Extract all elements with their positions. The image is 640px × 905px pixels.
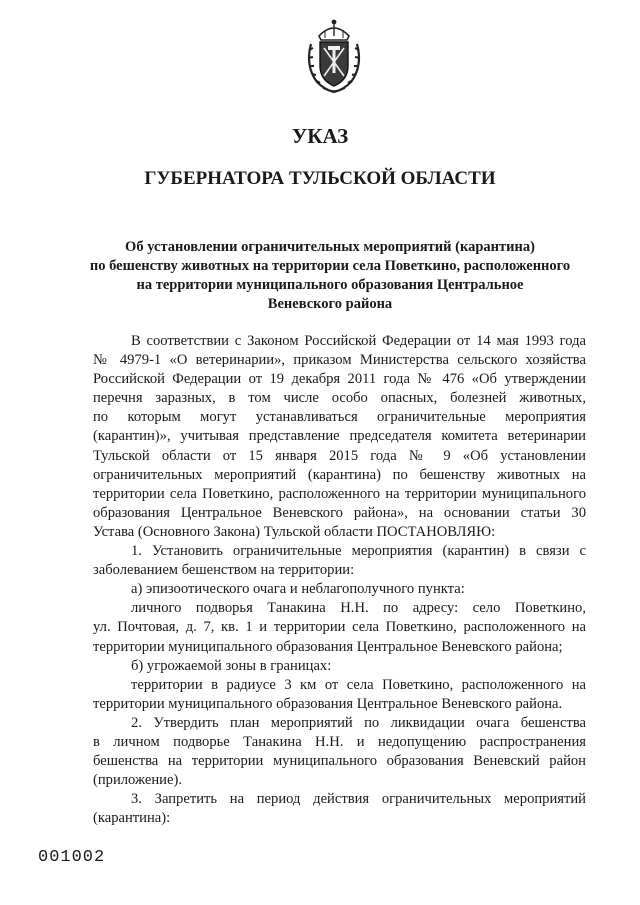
body-line: Тульской области от 15 января 2015 года № 9 «Об установлении: [93, 447, 586, 464]
subject-line: Об установлении ограничительных мероприятий (карантина): [125, 239, 535, 255]
document-body: [93, 332, 586, 828]
body-line: личного подворья Танакина Н.Н. по адресу: село Поветкино,: [131, 600, 586, 617]
body-line: Российской Федерации от 19 декабря 2011 года № 476 «Об утверждении: [93, 371, 586, 388]
serial-number: 001002: [38, 848, 106, 867]
body-line: территории села Поветкино, расположенного на территории муниципального: [93, 485, 586, 502]
subject-line: на территории муниципального образования Центральное: [136, 277, 524, 293]
body-line: в личном подворье Танакина Н.Н. и недопущению распространения: [93, 733, 586, 750]
body-line: по которым могут устанавливаться ограничительные мероприятия: [93, 409, 586, 426]
body-line: ограничительных мероприятий (карантина) по бешенству животных на: [93, 466, 586, 483]
subject-line: Веневского района: [267, 296, 393, 312]
body-line: (карантина):: [93, 810, 171, 827]
body-line: 2. Утвердить план мероприятий по ликвидации очага бешенства: [131, 714, 586, 731]
body-line: перечня заразных, в том числе особо опасных, болезней животных,: [93, 390, 586, 407]
body-line: (приложение).: [93, 772, 182, 789]
body-line: Устава (Основного Закона) Тульской области ПОСТАНОВЛЯЮ:: [93, 523, 496, 540]
body-line: № 4979-1 «О ветеринарии», приказом Министерства сельского хозяйства: [93, 352, 586, 369]
document-title: УКАЗ: [291, 124, 349, 148]
body-line: 3. Запретить на период действия ограничительных мероприятий: [131, 791, 586, 808]
body-line: образования Центральное Веневского района», на основании статьи 30: [93, 504, 586, 521]
body-line: (карантин)», учитывая представление председателя комитета ветеринарии: [93, 428, 586, 445]
body-line: территории в радиусе 3 км от села Поветкино, расположенного на: [131, 676, 586, 693]
body-line: бешенства на территории муниципального образования Веневский район: [93, 753, 586, 770]
body-line: 1. Установить ограничительные мероприятия (карантин) в связи с: [131, 543, 586, 560]
body-line: территории муниципального образования Центральное Веневского района.: [93, 695, 563, 712]
document-authority: ГУБЕРНАТОРА ТУЛЬСКОЙ ОБЛАСТИ: [144, 168, 496, 189]
document-subject: [80, 238, 580, 314]
body-line: В соответствии с Законом Российской Федерации от 14 мая 1993 года: [131, 333, 586, 349]
coat-of-arms-emblem: [303, 16, 365, 96]
body-line: ул. Почтовая, д. 7, кв. 1 и территории села Поветкино, расположенного на: [93, 619, 586, 636]
subject-line: по бешенству животных на территории села Поветкино, расположенного: [89, 258, 571, 274]
body-line: а) эпизоотического очага и неблагополучного пункта:: [131, 581, 465, 598]
body-line: территории муниципального образования Центральное Веневского района;: [93, 638, 563, 655]
body-line: б) угрожаемой зоны в границах:: [131, 657, 332, 674]
body-line: заболеванием бешенством на территории:: [93, 562, 355, 579]
